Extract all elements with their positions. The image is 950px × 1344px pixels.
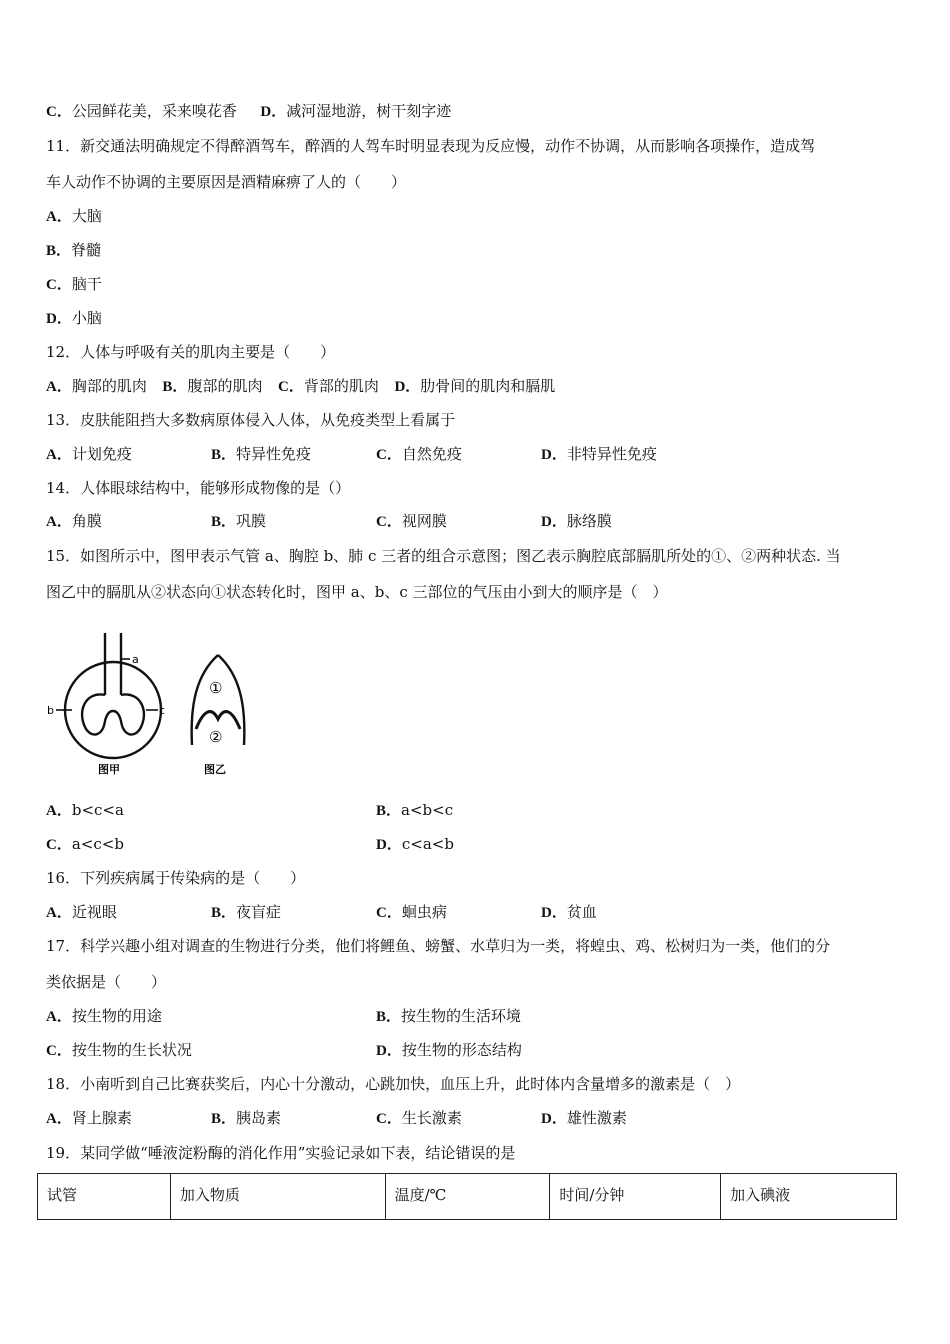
q11-option-c-letter: C．	[46, 277, 72, 293]
q14-option-c	[376, 511, 447, 532]
q14-stem: 14．人体眼球结构中，能够形成物像的是（）	[46, 479, 351, 497]
q14-option-d	[541, 511, 612, 532]
q18-option-d-text: 雄性激素	[566, 1109, 627, 1127]
q15-option-b	[376, 800, 453, 821]
header-substance: 加入物质	[170, 1174, 385, 1220]
q15-option-c-text: a<c<b	[71, 835, 124, 853]
q18-option-b-text: 胰岛素	[236, 1109, 282, 1127]
q17-option-b	[376, 1006, 521, 1027]
table-header-row	[38, 1174, 897, 1220]
q14-option-d-text: 脉络膜	[566, 512, 612, 530]
q12-options-row	[46, 376, 555, 397]
q12-option-b-letter: B．	[162, 379, 188, 395]
q10-option-d-letter: D．	[260, 104, 287, 120]
q10-option-c-letter: C．	[46, 104, 72, 120]
q14-option-a-text: 角膜	[71, 512, 102, 530]
q16-option-c-letter: C．	[376, 905, 402, 921]
q11-option-d	[46, 308, 102, 329]
figure-jia-label: 图甲	[98, 763, 120, 776]
header-iodine: 加入碘液	[721, 1174, 897, 1220]
q16-option-a-letter: A．	[46, 905, 72, 921]
q11-option-b-text: 脊髓	[71, 241, 102, 259]
q16-option-b-text: 夜盲症	[236, 903, 282, 921]
q16-option-d-letter: D．	[541, 905, 567, 921]
q19-stem: 19．某同学做“唾液淀粉酶的消化作用”实验记录如下表，结论错误的是	[46, 1144, 516, 1162]
label-b: b	[47, 704, 54, 717]
q15-option-d-letter: D．	[376, 837, 402, 853]
q18-option-a-text: 肾上腺素	[71, 1109, 132, 1127]
q18-option-a	[46, 1108, 132, 1129]
left-lung	[82, 694, 113, 734]
q13-option-a	[46, 444, 132, 465]
q18-option-a-letter: A．	[46, 1111, 72, 1127]
q16-option-a-text: 近视眼	[71, 903, 117, 921]
q18-option-c-letter: C．	[376, 1111, 402, 1127]
q10-option-c-text: 公园鲜花美，采来嗅花香	[71, 102, 237, 120]
q15-option-a	[46, 800, 124, 821]
q13-option-d	[541, 444, 657, 465]
q13-stem: 13．皮肤能阻挡大多数病原体侵入人体，从免疫类型上看属于	[46, 411, 456, 429]
q12-option-c-letter: C．	[278, 379, 304, 395]
q12-option-a-text: 胸部的肌肉	[71, 377, 147, 395]
q18-stem: 18．小南听到自己比赛获奖后，内心十分激动，心跳加快，血压上升，此时体内含量增多的激素是（ ）	[46, 1075, 741, 1093]
q15-option-b-letter: B．	[376, 803, 402, 819]
q14-option-b-text: 巩膜	[236, 512, 267, 530]
figure-jia	[56, 633, 161, 758]
q11-option-a-letter: A．	[46, 209, 72, 225]
q15-stem-line1: 15．如图所示中，图甲表示气管 a、胸腔 b、肺 c 三者的组合示意图；图乙表示胸腔底部膈肌所处的①、②两种状态. 当	[46, 547, 841, 565]
q13-option-b	[211, 444, 311, 465]
q14-option-c-text: 视网膜	[401, 512, 447, 530]
q17-option-a-text: 按生物的用途	[71, 1007, 162, 1025]
q15-option-a-text: b<c<a	[71, 801, 124, 819]
q12-option-a-letter: A．	[46, 379, 72, 395]
q11-option-b	[46, 240, 101, 261]
q14-option-a	[46, 511, 102, 532]
q16-option-b	[211, 902, 281, 923]
q12-option-b-text: 腹部的肌肉	[187, 377, 263, 395]
q12-stem: 12．人体与呼吸有关的肌肉主要是（ ）	[46, 343, 336, 361]
q17-option-d-letter: D．	[376, 1043, 402, 1059]
q11-option-d-letter: D．	[46, 311, 72, 327]
q11-option-a-text: 大脑	[71, 207, 102, 225]
q16-stem: 16．下列疾病属于传染病的是（ ）	[46, 869, 306, 887]
q12-option-d-letter: D．	[394, 379, 421, 395]
q15-option-b-text: a<b<c	[401, 801, 454, 819]
q15-option-c-letter: C．	[46, 837, 72, 853]
q10-options-row	[46, 101, 451, 122]
q17-option-d-text: 按生物的形态结构	[401, 1041, 522, 1059]
q13-option-a-letter: A．	[46, 447, 72, 463]
q16-option-b-letter: B．	[211, 905, 237, 921]
q14-option-c-letter: C．	[376, 514, 402, 530]
q12-option-c-text: 背部的肌肉	[303, 377, 379, 395]
q13-option-d-letter: D．	[541, 447, 567, 463]
q18-option-b	[211, 1108, 281, 1129]
state-2-label: ②	[209, 728, 223, 746]
right-lung	[113, 694, 144, 734]
figure-yi-label: 图乙	[204, 763, 226, 776]
q15-option-c	[46, 834, 124, 855]
q10-option-d-text: 减河湿地游，树干刻字迹	[286, 102, 452, 120]
q15-option-a-letter: A．	[46, 803, 72, 819]
q17-option-c	[46, 1040, 192, 1061]
q15-stem-line2: 图乙中的膈肌从②状态向①状态转化时，图甲 a、b、c 三部位的气压由小到大的顺序是（ ）	[46, 583, 668, 601]
q17-option-c-letter: C．	[46, 1043, 72, 1059]
label-a: a	[132, 653, 139, 666]
q17-option-a	[46, 1006, 162, 1027]
header-temperature: 温度/℃	[385, 1174, 550, 1220]
q19-experiment-table	[37, 1173, 897, 1220]
state-1-label: ①	[209, 679, 223, 697]
q13-option-b-text: 特异性免疫	[236, 445, 312, 463]
q11-option-a	[46, 206, 102, 227]
q15-option-d-text: c<a<b	[401, 835, 454, 853]
diaphragm-curve	[196, 712, 240, 729]
q13-option-c-letter: C．	[376, 447, 402, 463]
q17-option-b-text: 按生物的生活环境	[401, 1007, 522, 1025]
q16-option-d	[541, 902, 597, 923]
q11-stem-line1: 11．新交通法明确规定不得醉酒驾车，醉酒的人驾车时明显表现为反应慢，动作不协调，从而影响各项操作，造成驾	[46, 137, 816, 155]
q18-option-d-letter: D．	[541, 1111, 567, 1127]
q12-option-d-text: 肋骨间的肌肉和膈肌	[420, 377, 556, 395]
q11-option-b-letter: B．	[46, 243, 72, 259]
q17-option-a-letter: A．	[46, 1009, 72, 1025]
q15-option-d	[376, 834, 454, 855]
q13-option-d-text: 非特异性免疫	[566, 445, 657, 463]
q13-option-a-text: 计划免疫	[71, 445, 132, 463]
q18-option-c-text: 生长激素	[401, 1109, 462, 1127]
q13-option-c-text: 自然免疫	[401, 445, 462, 463]
q17-option-c-text: 按生物的生长状况	[71, 1041, 192, 1059]
q14-option-a-letter: A．	[46, 514, 72, 530]
q14-option-b	[211, 511, 266, 532]
q17-stem-line1: 17．科学兴趣小组对调查的生物进行分类，他们将鲤鱼、螃蟹、水草归为一类，将蝗虫、鸡、松树归为一类，他们的分	[46, 937, 831, 955]
header-tube: 试管	[38, 1174, 171, 1220]
q17-stem-line2: 类依据是（ ）	[46, 973, 167, 991]
q16-option-a	[46, 902, 117, 923]
q18-option-b-letter: B．	[211, 1111, 237, 1127]
q14-option-b-letter: B．	[211, 514, 237, 530]
q17-option-b-letter: B．	[376, 1009, 402, 1025]
q14-option-d-letter: D．	[541, 514, 567, 530]
q16-option-d-text: 贫血	[566, 903, 597, 921]
q15-figure-svg	[46, 625, 256, 785]
q11-option-c-text: 脑干	[71, 275, 102, 293]
q16-option-c	[376, 902, 447, 923]
q13-option-c	[376, 444, 462, 465]
q15-figure	[46, 625, 256, 789]
q13-option-b-letter: B．	[211, 447, 237, 463]
q17-option-d	[376, 1040, 522, 1061]
q11-option-d-text: 小脑	[71, 309, 102, 327]
q11-option-c	[46, 274, 102, 295]
q11-stem-line2: 车人动作不协调的主要原因是酒精麻痹了人的（ ）	[46, 173, 407, 191]
q16-option-c-text: 蛔虫病	[401, 903, 447, 921]
q18-option-c	[376, 1108, 462, 1129]
header-time: 时间/分钟	[550, 1174, 721, 1220]
q18-option-d	[541, 1108, 627, 1129]
label-c: c	[159, 704, 166, 717]
